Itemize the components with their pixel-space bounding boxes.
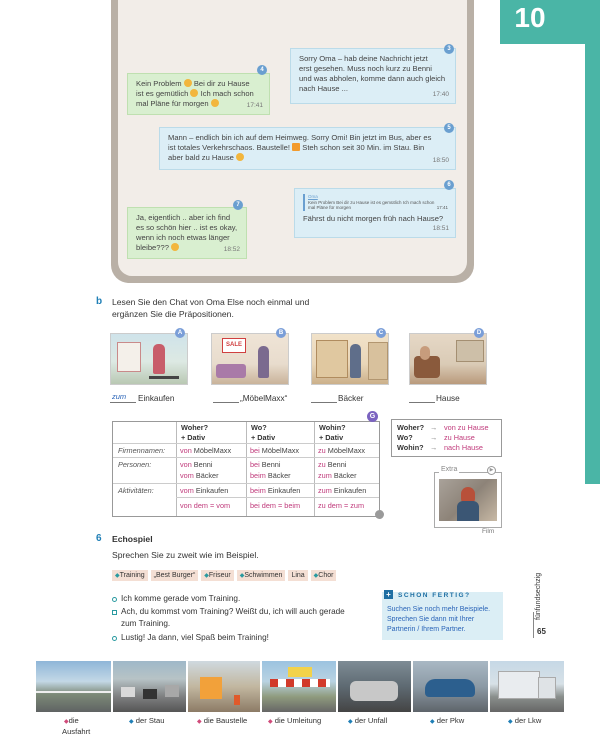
preposition: zu [318, 446, 326, 455]
noun: Bäcker [265, 471, 291, 480]
extra-label: Extra [441, 466, 458, 473]
speaker-a-bullet [112, 636, 117, 641]
photo-ausfahrt [36, 661, 113, 712]
vocab-label [508, 716, 541, 727]
message-time: 18:52 [223, 246, 240, 253]
schon-fertig-text [387, 605, 490, 635]
vocab-word: die [68, 716, 79, 725]
vocab-word: Ausfahrt [62, 727, 91, 736]
dot-icon: ◆ [313, 573, 319, 579]
noun: Bäcker [331, 471, 357, 480]
preposition: zum [318, 486, 332, 495]
quoted-message [303, 194, 448, 211]
masculine-dot-icon: ◆ [508, 719, 513, 725]
table-cell [250, 460, 280, 470]
play-icon[interactable]: ▶ [487, 466, 496, 475]
plus-icon: + [384, 590, 393, 599]
dialog-line: zum Training. [121, 619, 171, 628]
instruction-line: Lesen Sie den Chat von Oma Else noch einmal und [112, 297, 310, 307]
chat-message-4 [127, 73, 270, 115]
message-line: es so schön hier .. ist es okay, [136, 223, 238, 232]
legend-answer: zu Hause [444, 433, 475, 442]
photo-stau [113, 661, 188, 712]
chip-text: Lina [291, 572, 305, 579]
vocab-word: der Pkw [436, 716, 465, 725]
preposition: zu [318, 460, 326, 469]
header-question: Wohin? [319, 423, 346, 432]
bakery-door-illustration [316, 340, 348, 378]
word-chip [201, 570, 233, 581]
header-case: + Dativ [319, 433, 344, 442]
page-number-divider [533, 612, 534, 638]
dialog-line: Lustig! Ja dann, viel Spaß beim Training! [121, 633, 269, 642]
chip-text: Training [119, 572, 145, 579]
page-number-word: fünfundsechzig [535, 572, 542, 620]
word-chip [151, 570, 199, 581]
message-time: 17:40 [432, 91, 449, 98]
message-number-badge: 6 [444, 180, 454, 190]
message-number-badge: 3 [444, 44, 454, 54]
film-label: Film [482, 528, 495, 535]
message-line: bleibe??? [136, 243, 169, 252]
film-thumbnail[interactable] [439, 479, 497, 521]
crashed-car-illustration [350, 681, 398, 701]
message-line: Mann – endlich bin ich auf dem Heimweg. Sorry Omi! Bin jetzt im Bus, aber es [168, 133, 432, 142]
exercise-6-title: Echospiel [112, 534, 153, 544]
car-illustration [425, 679, 475, 697]
noun: Benni [325, 460, 347, 469]
smiley-icon [184, 79, 192, 87]
schon-fertig-title: SCHON FERTIG? [398, 592, 471, 599]
photo-lkw [490, 661, 564, 712]
car-illustration [121, 687, 135, 697]
vocab-label [268, 716, 321, 727]
message-line: Ja, eigentlich .. aber ich find [136, 213, 231, 222]
masculine-dot-icon: ◆ [430, 719, 435, 725]
table-cell [180, 471, 219, 481]
table-cell [180, 486, 228, 496]
table-divider [113, 483, 379, 484]
message-line: aber bald zu Hause [168, 153, 234, 162]
grammar-badge: G [367, 411, 378, 422]
table-divider [246, 422, 247, 516]
word-chips [112, 570, 336, 581]
road-marking [36, 691, 113, 693]
person-illustration [350, 344, 361, 378]
quoted-line: Bei dir zu Hause ist es gemütlich [336, 199, 402, 205]
page-number: 65 [537, 627, 546, 636]
table-divider [176, 422, 177, 516]
message-time: 18:50 [432, 157, 449, 164]
vocab-label [348, 716, 387, 727]
table-cell [180, 460, 212, 470]
header-case: + Dativ [181, 433, 206, 442]
schon-fertig-line: Sprechen Sie dann mit Ihrer [387, 616, 475, 623]
car-illustration [165, 685, 179, 697]
car-illustration [143, 689, 157, 699]
header-question: Wo? [251, 423, 267, 432]
vocab-word: der Lkw [514, 716, 542, 725]
quoted-line: mal Pläne für morgen [308, 205, 352, 210]
dot-icon: ◆ [115, 573, 120, 579]
noun: Einkaufen [193, 486, 229, 495]
header-case: + Dativ [251, 433, 276, 442]
word-chip [112, 570, 148, 581]
message-line: ist totales Verkehrschaos. Baustelle! [168, 143, 290, 152]
table-header-wo [251, 423, 275, 443]
chat-message-6 [294, 188, 456, 238]
construction-vehicle-illustration [200, 677, 222, 699]
message-line: Fährst du nicht morgen früh nach Hause? [303, 213, 444, 223]
arrow-icon: → [430, 433, 438, 442]
answer-blank[interactable] [311, 392, 337, 403]
scooter-illustration [149, 376, 179, 379]
table-cell [318, 486, 366, 496]
message-line: ist es gemütlich [136, 89, 189, 98]
word-chip [237, 570, 286, 581]
person-illustration [153, 344, 165, 374]
legend-question: Woher? [397, 423, 425, 432]
truck-trailer-illustration [498, 671, 540, 699]
exercise-6-number: 6 [96, 533, 102, 544]
person-illustration [258, 346, 269, 378]
preposition: von [180, 460, 192, 469]
vocab-label [430, 716, 464, 727]
dialog-line: Ach, du kommst vom Training? Weißt du, ich will auch gerade [121, 607, 345, 616]
row-label: Personen: [118, 460, 152, 469]
picture-badge: C [376, 328, 386, 338]
table-header-woher [181, 423, 208, 443]
word-chip [311, 570, 337, 581]
message-number-badge: 7 [233, 200, 243, 210]
truck-cab-illustration [538, 677, 556, 699]
quoted-line: Ich mach schon [402, 199, 435, 205]
dot-icon: ◆ [239, 573, 245, 579]
legend-answer: nach Hause [444, 443, 483, 452]
chat-message-3 [290, 48, 456, 104]
picture-badge: A [175, 328, 185, 338]
speaker-a-bullet [112, 597, 117, 602]
shelf-illustration [368, 342, 388, 380]
quoted-time: 17:41 [436, 205, 448, 210]
chip-text: „Best Burger“ [153, 572, 196, 579]
photo-umleitung [262, 661, 338, 712]
picture-label: Hause [436, 394, 460, 403]
dialog-line: Ich komme gerade vom Training. [121, 594, 241, 603]
table-cell [318, 460, 346, 470]
table-cell [318, 471, 357, 481]
preposition: beim [250, 471, 266, 480]
message-time: 18:51 [432, 225, 449, 232]
feminine-dot-icon: ◆ [197, 719, 202, 725]
exercise-b-instruction [112, 296, 412, 320]
message-line: Sorry Oma – hab deine Nachricht jetzt [299, 54, 428, 63]
table-header-wohin [319, 423, 346, 443]
table-divider [176, 497, 379, 498]
message-number-badge: 5 [444, 123, 454, 133]
message-line: wenn ich noch etwas länger [136, 233, 230, 242]
picture-label: Bäcker [338, 394, 364, 403]
contraction-rule: zu dem = zum [318, 501, 365, 510]
preposition: von [180, 446, 192, 455]
legend-question: Wo? [397, 433, 413, 442]
noun: Einkaufen [265, 486, 301, 495]
noun: MöbelMaxx [259, 446, 300, 455]
message-time: 17:41 [246, 102, 263, 109]
word-chip [288, 570, 307, 581]
side-stripe [585, 44, 600, 484]
cone-illustration [234, 695, 240, 705]
legend-question: Wohin? [397, 443, 424, 452]
person-illustration [420, 346, 430, 360]
detour-sign-illustration [288, 667, 312, 677]
preposition: zum [318, 471, 332, 480]
woman-illustration [457, 501, 479, 521]
message-line: mal Pläne für morgen [136, 99, 209, 108]
smiley-icon [236, 153, 244, 161]
answer-blank[interactable] [409, 392, 435, 403]
table-cell [250, 486, 300, 496]
picture-furniture-store [211, 333, 289, 385]
preposition: bei [250, 446, 260, 455]
photo-unfall [338, 661, 413, 712]
noun: Benni [259, 460, 281, 469]
chat-message-7 [127, 207, 247, 259]
table-cell [180, 446, 231, 456]
answer-blank[interactable] [213, 392, 239, 403]
picture-label: „MöbelMaxx“ [240, 394, 288, 403]
noun: Benni [191, 460, 213, 469]
dot-icon: ◆ [204, 573, 209, 579]
message-line: nach Hause ... [299, 84, 348, 93]
vocab-word: der Unfall [354, 716, 388, 725]
message-line: Steh schon seit 30 Min. im Stau. Bin [302, 143, 425, 152]
picture-home [409, 333, 487, 385]
vocab-label [129, 716, 164, 727]
picture-label: Einkaufen [138, 394, 175, 403]
vocab-label [64, 716, 90, 736]
speaker-b-bullet [112, 610, 117, 615]
chip-text: Friseur [208, 572, 231, 579]
photo-pkw [413, 661, 490, 712]
picture-bakery [311, 333, 389, 385]
message-line: Bei dir zu Hause [193, 79, 250, 88]
smiley-icon [190, 89, 198, 97]
photo-baustelle [188, 661, 262, 712]
message-line: erst gesehen. Muss noch kurz zu Benni [299, 64, 432, 73]
noun: Einkaufen [331, 486, 367, 495]
exercise-6-instruction: Sprechen Sie zu zweit wie im Beispiel. [112, 550, 259, 560]
table-cell [250, 471, 291, 481]
table-cell [250, 446, 299, 456]
exercise-b-letter: b [96, 296, 103, 307]
arrow-icon: → [430, 443, 438, 452]
handwritten-answer: zum [112, 392, 127, 401]
table-cell [318, 446, 365, 456]
chip-text: Chor [318, 572, 334, 579]
message-line: und was abholen, komme dann auch gleich [299, 74, 446, 83]
chapter-number: 10 [514, 2, 546, 33]
schon-fertig-line: Partnerin / Ihrem Partner. [387, 626, 466, 633]
quoted-line: Kein Problem [308, 199, 336, 205]
noun: MöbelMaxx [325, 446, 366, 455]
vocab-label [197, 716, 247, 727]
picture-badge: B [276, 328, 286, 338]
arrow-icon: → [430, 423, 438, 432]
message-number-badge: 4 [257, 65, 267, 75]
shop-illustration [117, 342, 141, 372]
header-question: Woher? [181, 423, 209, 432]
vocab-word: der Stau [135, 716, 165, 725]
picture-badge: D [474, 328, 484, 338]
vocab-word: die Baustelle [203, 716, 248, 725]
quoted-sender: Oma [308, 194, 318, 199]
table-divider [314, 422, 315, 516]
masculine-dot-icon: ◆ [129, 719, 134, 725]
vocab-word: die Umleitung [274, 716, 322, 725]
sale-sign: SALE [222, 338, 246, 353]
row-label: Aktivitäten: [118, 486, 154, 495]
picture-shopping-scooter [110, 333, 188, 385]
legend-answer: von zu Hause [444, 423, 489, 432]
instruction-line: ergänzen Sie die Präpositionen. [112, 309, 234, 319]
feminine-dot-icon: ◆ [268, 719, 273, 725]
contraction-rule: bei dem = beim [250, 501, 301, 510]
schon-fertig-line: Suchen Sie noch mehr Beispiele. [387, 606, 491, 613]
smiley-icon [171, 243, 179, 251]
picture-frame-illustration [456, 340, 484, 362]
contraction-rule: von dem = vom [180, 501, 231, 510]
smiley-icon [211, 99, 219, 107]
noun: MöbelMaxx [191, 446, 232, 455]
row-label: Firmennamen: [118, 446, 166, 455]
preposition: bei [250, 460, 260, 469]
barrier-illustration [270, 679, 330, 687]
preposition: beim [250, 486, 266, 495]
preposition: vom [180, 471, 194, 480]
construction-emoji-icon [292, 143, 300, 151]
table-divider [113, 443, 379, 444]
chat-message-5 [159, 127, 456, 170]
magnifier-icon[interactable] [375, 510, 384, 519]
message-line: Ich mach schon [200, 89, 254, 98]
chip-text: Schwimmen [244, 572, 283, 579]
table-divider [113, 457, 379, 458]
message-line: Kein Problem [136, 79, 182, 88]
masculine-dot-icon: ◆ [348, 719, 353, 725]
preposition: vom [180, 486, 194, 495]
noun: Bäcker [193, 471, 219, 480]
sofa-illustration [216, 364, 246, 378]
feminine-dot-icon: ◆ [64, 719, 69, 725]
